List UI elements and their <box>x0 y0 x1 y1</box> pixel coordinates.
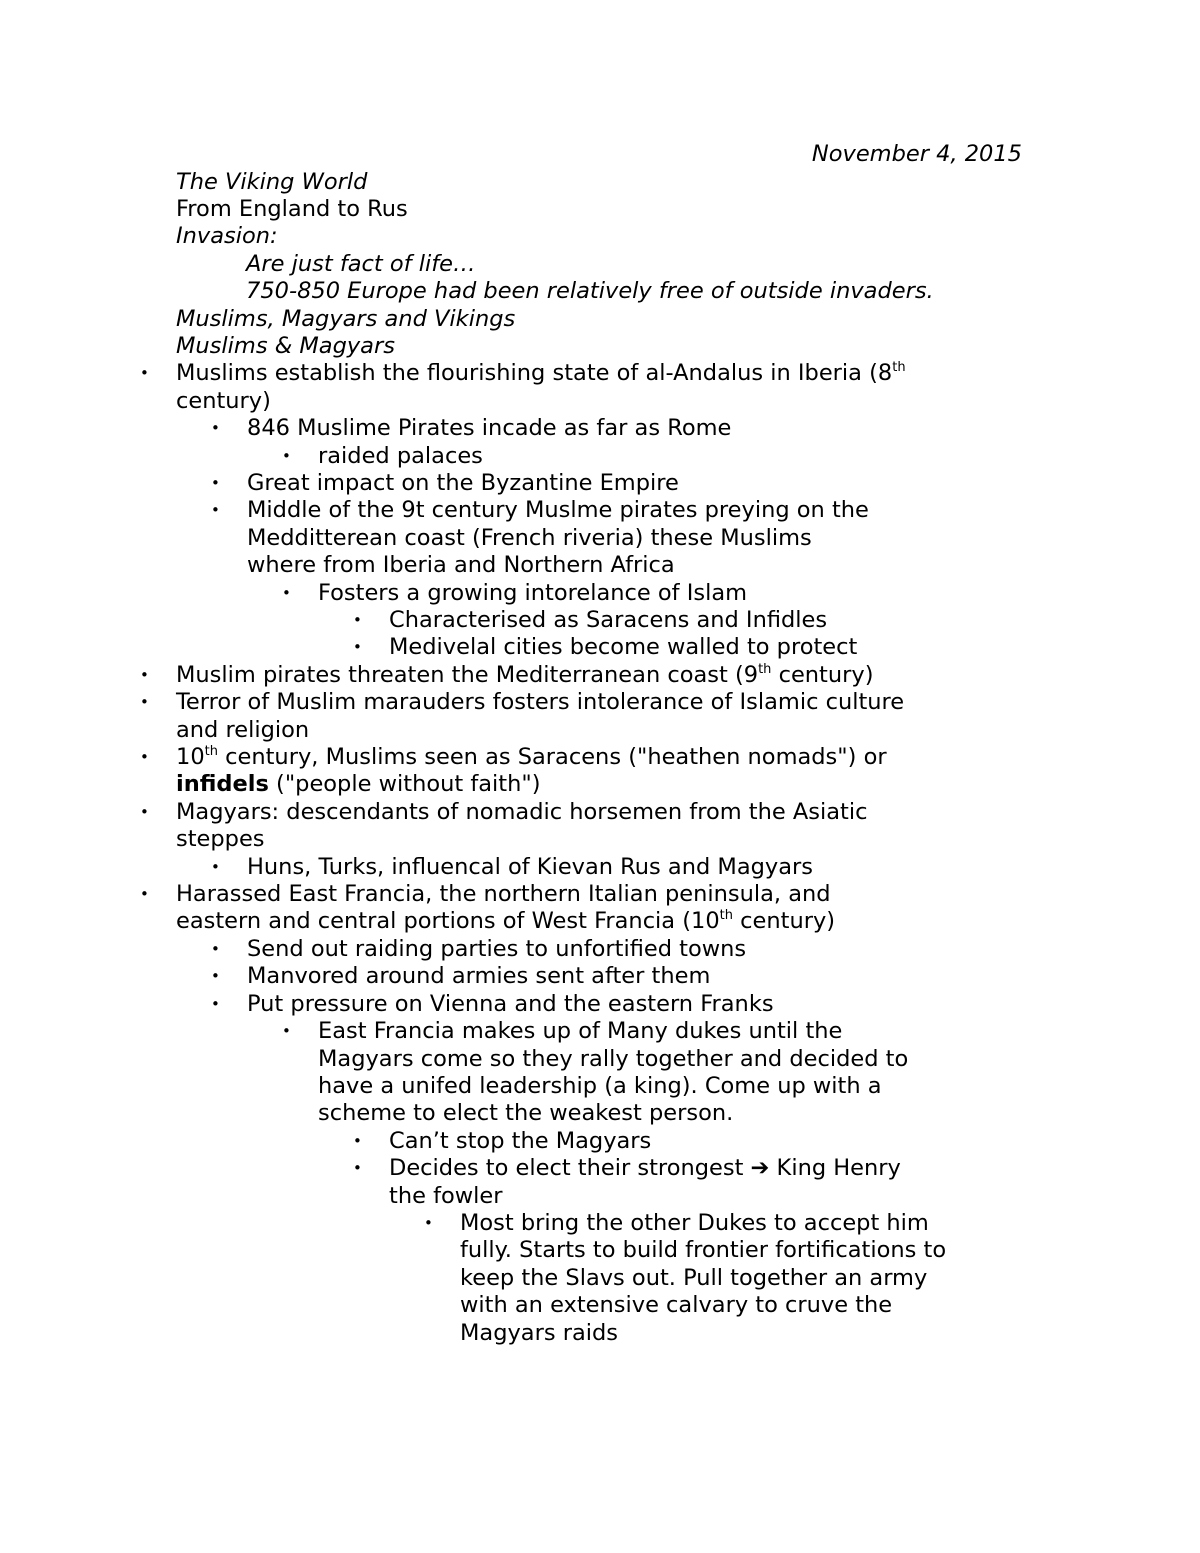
list-item <box>105 799 916 881</box>
superscript: th <box>204 744 218 760</box>
list-item-text: Terror of Muslim marauders fosters intolerance of Islamic culture and religion <box>176 689 905 743</box>
list-item <box>105 744 946 799</box>
superscript: th <box>719 908 734 924</box>
list-item-text: raided palaces <box>318 442 483 469</box>
list-item <box>318 1128 938 1155</box>
list-item-text: Magyars: descendants of nomadic horsemen from the Asiatic steppes <box>176 798 868 853</box>
list-item <box>105 881 947 1347</box>
arrow-icon: ➔ <box>750 1155 770 1182</box>
list-item <box>176 936 921 963</box>
list-item <box>105 662 1010 689</box>
outline-sublist <box>176 854 916 881</box>
list-item <box>247 1018 947 1347</box>
list-item-text: Put pressure on Vienna and the eastern Franks <box>247 990 774 1017</box>
superscript: th <box>892 360 906 376</box>
list-item-text: Send out raiding parties to unfortified towns <box>247 935 747 962</box>
invasion-line: 750-850 Europe had been relatively free of outside invaders. <box>246 278 934 305</box>
list-item <box>105 689 946 744</box>
list-item-text: Medivelal cities become walled to protect <box>389 634 858 661</box>
list-item <box>176 963 921 990</box>
list-item <box>318 634 887 661</box>
list-item-text: Muslim pirates threaten the Mediterranean coast (9 <box>176 661 759 688</box>
invasion-heading: Invasion: <box>176 223 278 250</box>
list-item-text: Can’t stop the Magyars <box>389 1127 652 1154</box>
invasion-line: Are just fact of life… <box>246 250 476 277</box>
list-item-text: Middle of the 9t century Muslme pirates preying on the Medditterean coast (French riveria) these Muslims where from Iberia and Northern Africa <box>247 497 869 579</box>
list-item-text: King Henry the fowler <box>389 1155 901 1209</box>
list-item <box>247 580 887 662</box>
list-item-text: Fosters a growing intorelance of Islam <box>318 579 748 606</box>
bold-term: infidels <box>176 771 269 798</box>
list-item-text: Muslims establish the flourishing state of al-Andalus in Iberia (8 <box>176 360 893 387</box>
document-date: November 4, 2015 <box>811 141 1022 167</box>
list-item-text: century) <box>733 908 836 935</box>
list-item-text: 846 Muslime Pirates incade as far as Rome <box>247 415 732 442</box>
outline-sublist <box>176 935 947 1347</box>
section-heading: Muslims, Magyars and Vikings <box>176 305 516 332</box>
list-item-text: Harassed East Francia, the northern Italian peninsula, and eastern and central portions of West Francia (10 <box>176 881 831 935</box>
outline-sublist <box>176 415 946 662</box>
list-item-text: century) <box>771 661 874 688</box>
list-item <box>105 360 946 661</box>
list-item <box>176 415 946 470</box>
outline-sublist <box>318 1127 947 1347</box>
outline-sublist <box>318 607 887 662</box>
list-item-text: century, Muslims seen as Saracens ("heathen nomads") or <box>217 744 887 771</box>
list-item-text: Decides to elect their strongest <box>389 1155 751 1182</box>
list-item <box>176 990 947 1347</box>
list-item-text: 10 <box>176 744 205 771</box>
list-item <box>176 854 916 881</box>
list-item-text: Great impact on the Byzantine Empire <box>247 469 679 496</box>
list-item-text: East Francia makes up of Many dukes until the Magyars come so they rally together and decided to have a unifed leadership (a king). Come up with a scheme to elect the weakest person. <box>318 1018 909 1127</box>
list-item <box>318 1155 947 1347</box>
list-item <box>247 443 946 470</box>
outline-sublist <box>247 443 946 470</box>
list-item-text: ("people without faith") <box>268 771 541 798</box>
document-body <box>176 169 1046 1347</box>
document-subtitle: From England to Rus <box>176 195 408 222</box>
list-item <box>389 1210 950 1347</box>
outline-sublist <box>389 1209 947 1347</box>
list-item-text: Most bring the other Dukes to accept him fully. Starts to build frontier fortifications to keep the Slavs out. Pull together an army with an extensive calvary to cruve the Magyars raids <box>460 1209 947 1346</box>
outline-sublist <box>247 580 887 662</box>
list-item <box>318 607 887 634</box>
section-subheading: Muslims & Magyars <box>176 332 395 359</box>
list-item-text: Characterised as Saracens and Infidles <box>389 607 828 633</box>
list-item <box>176 470 946 497</box>
list-item-text: Huns, Turks, influencal of Kievan Rus and Magyars <box>247 853 813 880</box>
list-item-text: century) <box>176 387 271 414</box>
outline-list <box>105 360 1010 1347</box>
list-item-text: Manvored around armies sent after them <box>247 963 711 990</box>
superscript: th <box>758 661 772 677</box>
list-item <box>176 497 887 661</box>
document-title: The Viking World <box>176 168 368 195</box>
outline-sublist <box>247 1018 947 1347</box>
